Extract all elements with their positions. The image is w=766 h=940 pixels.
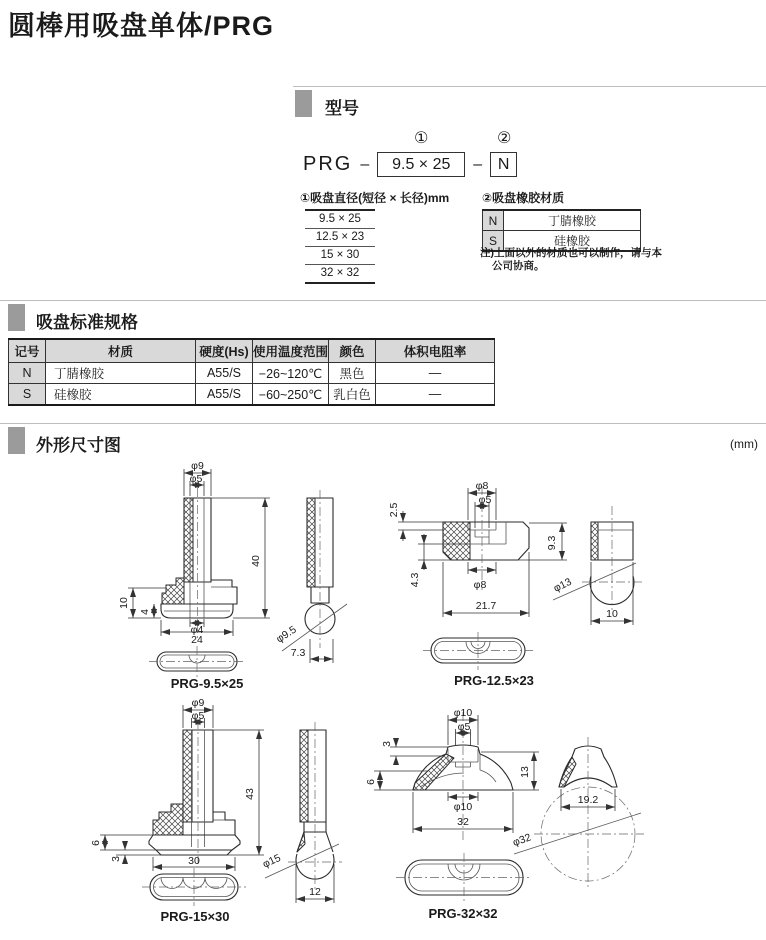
- column-header: 硬度(Hs): [196, 339, 253, 363]
- dim-label: φ5: [189, 473, 203, 485]
- material-option-table-title: ②吸盘橡胶材质: [482, 191, 565, 205]
- spec-temp-range: −26~120℃: [253, 363, 329, 384]
- dim-label: φ9: [191, 460, 204, 472]
- size-option-row: 32 × 32: [320, 267, 360, 279]
- dims-section-rule: [0, 423, 766, 424]
- table-row: [483, 210, 641, 231]
- model-section-heading: 型号: [325, 99, 359, 118]
- circled-2-marker: ②: [497, 130, 512, 147]
- drawing-prg-15x30: [58, 692, 350, 937]
- dim-label: 7.3: [290, 647, 306, 659]
- size-option-row: 15 × 30: [305, 247, 375, 265]
- drawing-label: PRG-12.5×23: [454, 673, 534, 688]
- material-name: 丁腈橡胶: [504, 210, 641, 231]
- spec-color: 黑色: [329, 363, 376, 384]
- dim-label: 4.3: [409, 572, 421, 588]
- part-number-material-box: N: [490, 152, 517, 177]
- dim-label: φ32: [511, 831, 533, 849]
- column-header: 颜色: [329, 339, 376, 363]
- spec-section-marker: [8, 304, 25, 331]
- dim-label: 13: [519, 766, 531, 778]
- drawing-label: PRG-15×30: [160, 909, 230, 924]
- material-note-line2: 公司协商。: [492, 260, 545, 272]
- part-number: [303, 152, 517, 177]
- part-number-dash: –: [360, 155, 370, 173]
- dim-label: φ5: [457, 721, 471, 733]
- dim-label: φ5: [478, 494, 492, 506]
- dim-label: 21.7: [475, 600, 497, 612]
- dim-label: φ13: [551, 575, 574, 595]
- dim-label: 3: [381, 741, 393, 747]
- dim-label: φ9: [191, 697, 205, 709]
- table-row: [9, 384, 495, 406]
- dim-label: φ8: [473, 579, 487, 591]
- column-header: 记号: [9, 339, 46, 363]
- part-number-size-box: 9.5 × 25: [377, 152, 465, 177]
- material-name: 硅橡胶: [504, 231, 641, 252]
- dim-label: 6: [365, 779, 377, 785]
- part-number-dash: –: [473, 155, 483, 173]
- dim-label: 19.2: [577, 794, 599, 806]
- dim-label: 4: [139, 609, 151, 615]
- dim-label: 40: [250, 555, 262, 567]
- spec-code: S: [9, 384, 46, 406]
- drawing-label: PRG-9.5×25: [170, 676, 244, 691]
- dim-label: φ10: [453, 707, 473, 719]
- size-option-row: 12.5 × 23: [305, 229, 375, 247]
- spec-temp-range: −60~250℃: [253, 384, 329, 406]
- model-section-rule: [293, 86, 766, 87]
- dim-label: φ8: [475, 480, 489, 492]
- spec-section-rule: [0, 300, 766, 301]
- size-option-table: [300, 189, 449, 284]
- dim-label: 43: [244, 788, 256, 800]
- spec-color: 乳白色: [329, 384, 376, 406]
- circled-1-marker: ①: [414, 130, 429, 147]
- dim-label: φ4: [190, 624, 204, 636]
- model-section-marker: [295, 90, 312, 117]
- dim-label: φ5: [191, 710, 205, 722]
- column-header: 材质: [46, 339, 196, 363]
- drawing-prg-32x32: [365, 692, 690, 930]
- spec-resistivity: —: [376, 384, 495, 406]
- spec-code: N: [9, 363, 46, 384]
- column-header: 使用温度范围: [253, 339, 329, 363]
- dim-label: 2.5: [388, 502, 400, 518]
- material-code: S: [483, 231, 504, 252]
- dims-section-heading: 外形尺寸图: [36, 436, 121, 455]
- dims-section-marker: [8, 427, 25, 454]
- dim-label: 30: [188, 855, 200, 867]
- spec-material: 丁腈橡胶: [46, 363, 196, 384]
- dim-label: 6: [90, 840, 102, 846]
- part-number-prefix: PRG: [303, 153, 353, 175]
- dim-label: 12: [309, 886, 321, 898]
- unit-note: (mm): [730, 437, 758, 451]
- size-option-row: 9.5 × 25: [305, 211, 375, 229]
- dim-label: 9.3: [546, 535, 558, 551]
- dim-label: 10: [606, 608, 618, 620]
- spec-resistivity: —: [376, 363, 495, 384]
- dim-label: 32: [457, 816, 469, 828]
- spec-hardness: A55/S: [196, 363, 253, 384]
- dim-label: φ15: [260, 851, 283, 871]
- drawing-prg-12-5x23: [388, 460, 660, 690]
- spec-hardness: A55/S: [196, 384, 253, 406]
- size-option-table-title: ①吸盘直径(短径 × 长径)mm: [300, 191, 450, 205]
- table-row: [9, 363, 495, 384]
- column-header: 体积电阻率: [376, 339, 495, 363]
- material-note-line1: 注)上面以外的材质也可以制作，请与本: [480, 247, 662, 259]
- spec-table: [8, 338, 495, 406]
- spec-table-header-row: [9, 339, 495, 363]
- page-title: 圆棒用吸盘单体/PRG: [8, 11, 275, 41]
- material-option-table: [482, 189, 641, 252]
- dim-label: 3: [110, 856, 122, 862]
- dim-label: φ9.5: [274, 623, 299, 646]
- dim-label: φ10: [453, 801, 473, 813]
- spec-section-heading: 吸盘标准规格: [36, 313, 138, 332]
- dim-label: 24: [191, 634, 203, 646]
- drawing-prg-9-5x25: [120, 452, 390, 690]
- spec-material: 硅橡胶: [46, 384, 196, 406]
- material-code: N: [483, 210, 504, 231]
- drawing-label: PRG-32×32: [428, 906, 498, 921]
- material-note: [480, 247, 662, 273]
- dim-label: 10: [118, 597, 130, 609]
